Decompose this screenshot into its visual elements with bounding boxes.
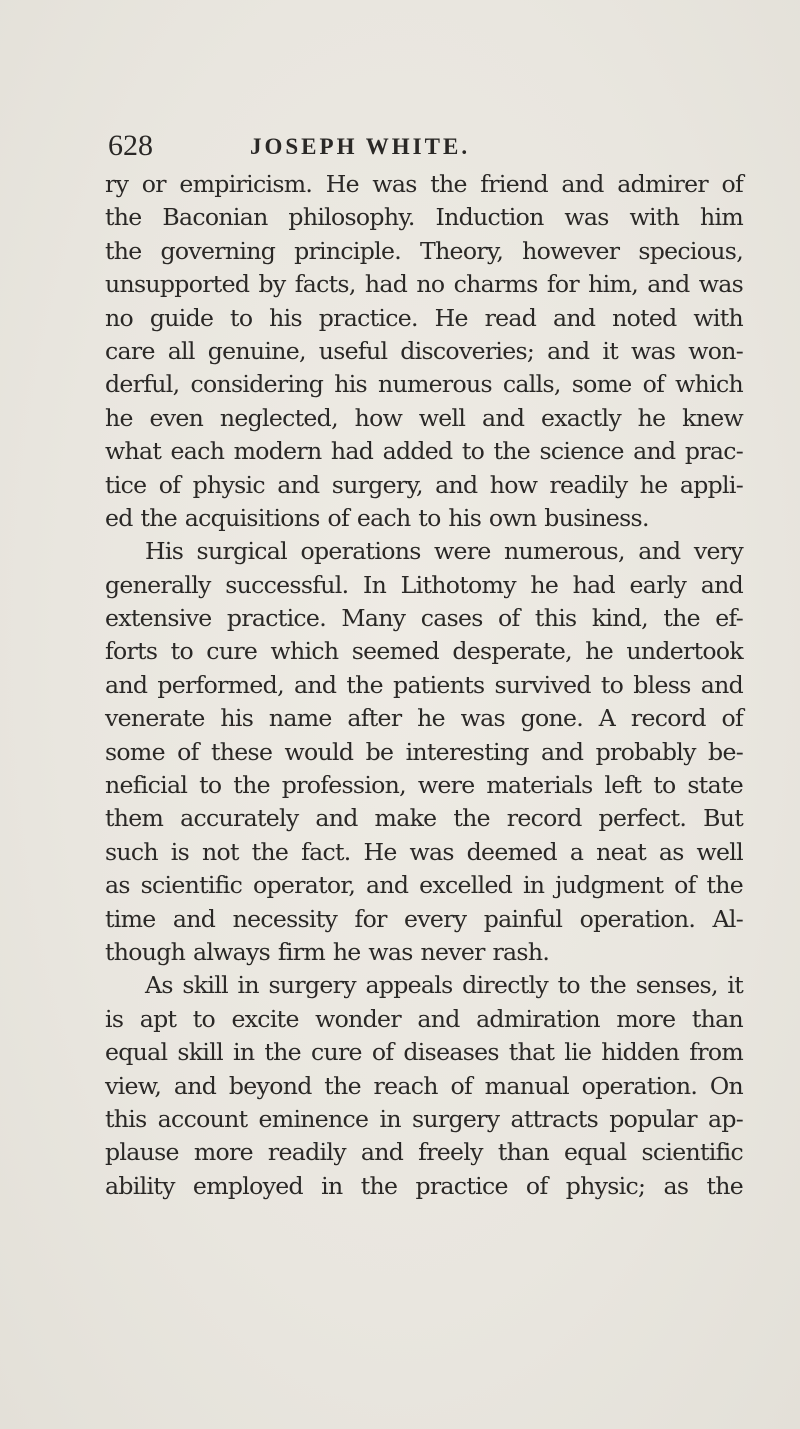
text-line: though always firm he was never rash. — [105, 937, 550, 966]
text-line: this account eminence in surgery attracts popular ap- — [105, 1104, 743, 1133]
text-line: venerate his name after he was gone. A record of — [105, 704, 743, 733]
text-line: forts to cure which seemed desperate, he undertook — [105, 637, 743, 666]
text-line: unsupported by facts, had no charms for him, and was — [105, 270, 743, 299]
text-line: some of these would be interesting and probably be- — [105, 737, 743, 766]
text-line: such is not the fact. He was deemed a neat as well — [105, 837, 743, 866]
paragraph-3 — [105, 969, 743, 1203]
text-line: care all genuine, useful discoveries; and it was won- — [105, 336, 743, 365]
text-line: time and necessity for every painful operation. Al- — [105, 904, 743, 933]
text-line: equal skill in the cure of diseases that lie hidden from — [105, 1038, 743, 1067]
text-line: derful, considering his numerous calls, some of which — [105, 370, 743, 399]
text-line: ry or empiricism. He was the friend and admirer of — [105, 170, 743, 198]
text-line: His surgical operations were numerous, and very — [145, 537, 743, 566]
text-line: no guide to his practice. He read and noted with — [105, 303, 743, 332]
text-line: As skill in surgery appeals directly to the senses, it — [145, 971, 743, 1000]
page-number: 628 — [108, 129, 153, 162]
text-line: view, and beyond the reach of manual operation. On — [105, 1071, 743, 1100]
text-line: them accurately and make the record perfect. But — [105, 804, 743, 833]
text-line: tice of physic and surgery, and how readily he appli- — [105, 470, 743, 499]
running-head: JOSEPH WHITE. — [250, 134, 471, 159]
text-line: generally successful. In Lithotomy he had early and — [105, 570, 743, 599]
text-line: is apt to excite wonder and admiration more than — [105, 1004, 743, 1033]
text-line: neficial to the profession, were materials left to state — [105, 771, 743, 800]
text-line: the governing principle. Theory, however specious, — [105, 236, 743, 265]
text-line: what each modern had added to the science and prac- — [105, 437, 743, 466]
text-line: as scientific operator, and excelled in judgment of the — [105, 871, 743, 900]
text-line: the Baconian philosophy. Induction was with him — [105, 203, 743, 232]
text-line: ed the acquisitions of each to his own business. — [105, 503, 649, 532]
body-text — [105, 168, 743, 1203]
paragraph-1 — [105, 168, 743, 535]
text-line: plause more readily and freely than equal scientific — [105, 1138, 743, 1167]
page-header — [108, 128, 748, 168]
text-line: he even neglected, how well and exactly he knew — [105, 403, 743, 432]
text-line: ability employed in the practice of physic; as the — [105, 1171, 743, 1200]
text-line: extensive practice. Many cases of this kind, the ef- — [105, 604, 743, 633]
text-line: and performed, and the patients survived to bless and — [105, 670, 743, 699]
paragraph-2 — [105, 535, 743, 969]
